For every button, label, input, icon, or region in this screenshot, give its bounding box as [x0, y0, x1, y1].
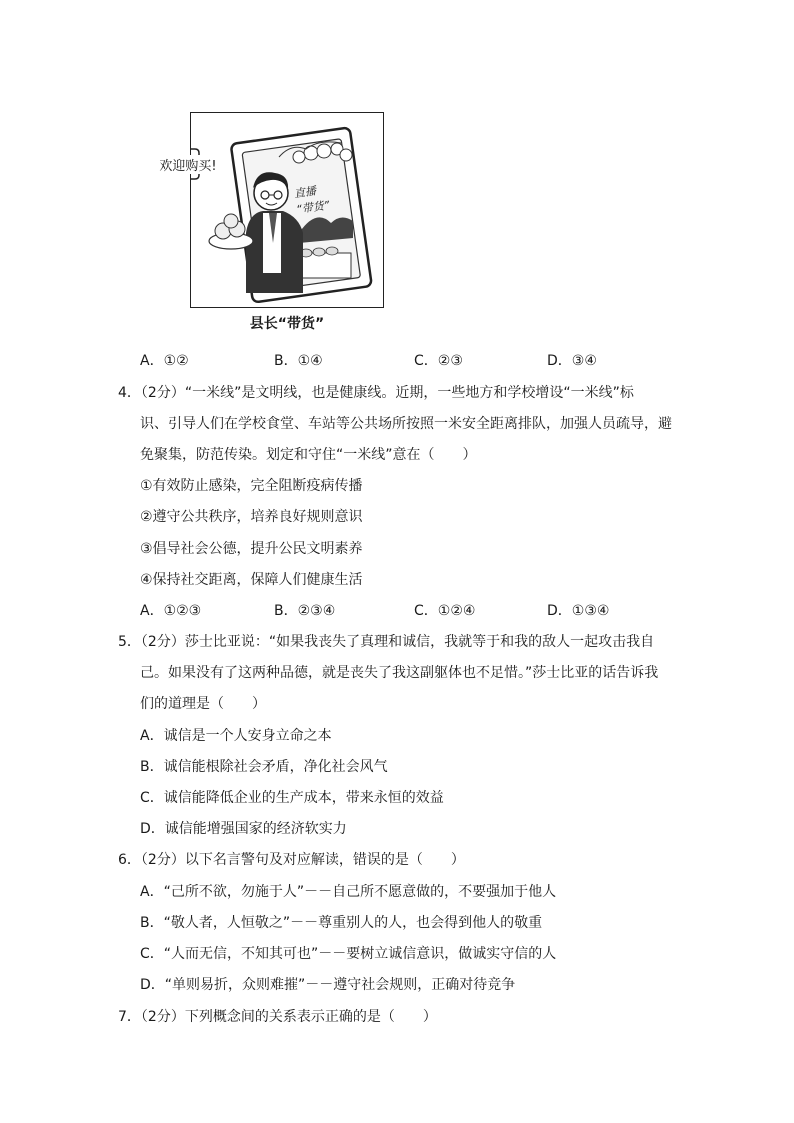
q4-item-1: ①有效防止感染，完全阻断疫病传播	[140, 478, 363, 494]
q4-stem-line-1: 4．（2分）“一米线”是文明线，也是健康线。近期，一些地方和学校增设“一米线”标	[118, 385, 634, 401]
q6-option-a[interactable]: A．“己所不欲，勿施于人”－－自己所不愿意做的，不要强加于他人	[140, 884, 557, 900]
stream-board-text-1: 直播	[293, 184, 317, 201]
q4-stem-line-2: 识、引导人们在学校食堂、车站等公共场所按照一米安全距离排队，加强人员疏导，避	[140, 416, 672, 432]
q6-option-b[interactable]: B．“敬人者，人恒敬之”－－尊重别人的人，也会得到他人的敬重	[140, 915, 543, 931]
q4-option-b[interactable]: B．②③④	[274, 603, 336, 619]
figure-caption: 县长“带货”	[249, 316, 325, 332]
q3-option-d[interactable]: D．③④	[547, 353, 597, 369]
q4-item-4: ④保持社交距离，保障人们健康生活	[140, 572, 363, 588]
q5-stem-line-3: 们的道理是（ ）	[140, 696, 266, 712]
q5-stem-line-2: 己。如果没有了这两种品德，就是丧失了我这副躯体也不足惜。”莎士比亚的话告诉我	[140, 665, 659, 681]
q4-option-a[interactable]: A．①②③	[140, 603, 202, 619]
q4-option-d[interactable]: D．①③④	[547, 603, 610, 619]
q5-stem-line-1: 5．（2分）莎士比亚说：“如果我丧失了真理和诚信，我就等于和我的敌人一起攻击我自	[118, 634, 655, 650]
q4-item-2: ②遵守公共秩序，培养良好规则意识	[140, 509, 363, 525]
q5-option-c[interactable]: C．诚信能降低企业的生产成本，带来永恒的效益	[140, 790, 444, 806]
q6-option-c[interactable]: C．“人而无信，不知其可也”－－要树立诚信意识，做诚实守信的人	[140, 946, 557, 962]
q4-option-c[interactable]: C．①②④	[414, 603, 476, 619]
q6-stem: 6．（2分）以下名言警句及对应解读，错误的是（ ）	[118, 852, 465, 868]
q3-option-c[interactable]: C．②③	[414, 353, 463, 369]
stream-board-text-2: “带货”	[295, 198, 331, 217]
cartoon-figure	[159, 112, 384, 308]
q3-option-a[interactable]: A．①②	[140, 353, 189, 369]
q4-stem-line-3: 免聚集，防范传染。划定和守住“一米线”意在（ ）	[140, 447, 477, 463]
q4-item-3: ③倡导社会公德，提升公民文明素养	[140, 541, 363, 557]
cartoon-illustration	[191, 113, 382, 306]
q3-option-b[interactable]: B．①④	[274, 353, 323, 369]
q7-stem: 7．（2分）下列概念间的关系表示正确的是（ ）	[118, 1009, 437, 1025]
speech-bubble-text: 欢迎购买!	[145, 155, 231, 174]
q6-option-d[interactable]: D．“单则易折，众则难摧”－－遵守社会规则，正确对待竞争	[140, 977, 516, 993]
stream-board-text	[293, 181, 331, 217]
q5-option-b[interactable]: B．诚信能根除社会矛盾，净化社会风气	[140, 759, 388, 775]
q5-option-a[interactable]: A．诚信是一个人安身立命之本	[140, 728, 332, 744]
q5-option-d[interactable]: D．诚信能增强国家的经济软实力	[140, 821, 347, 837]
